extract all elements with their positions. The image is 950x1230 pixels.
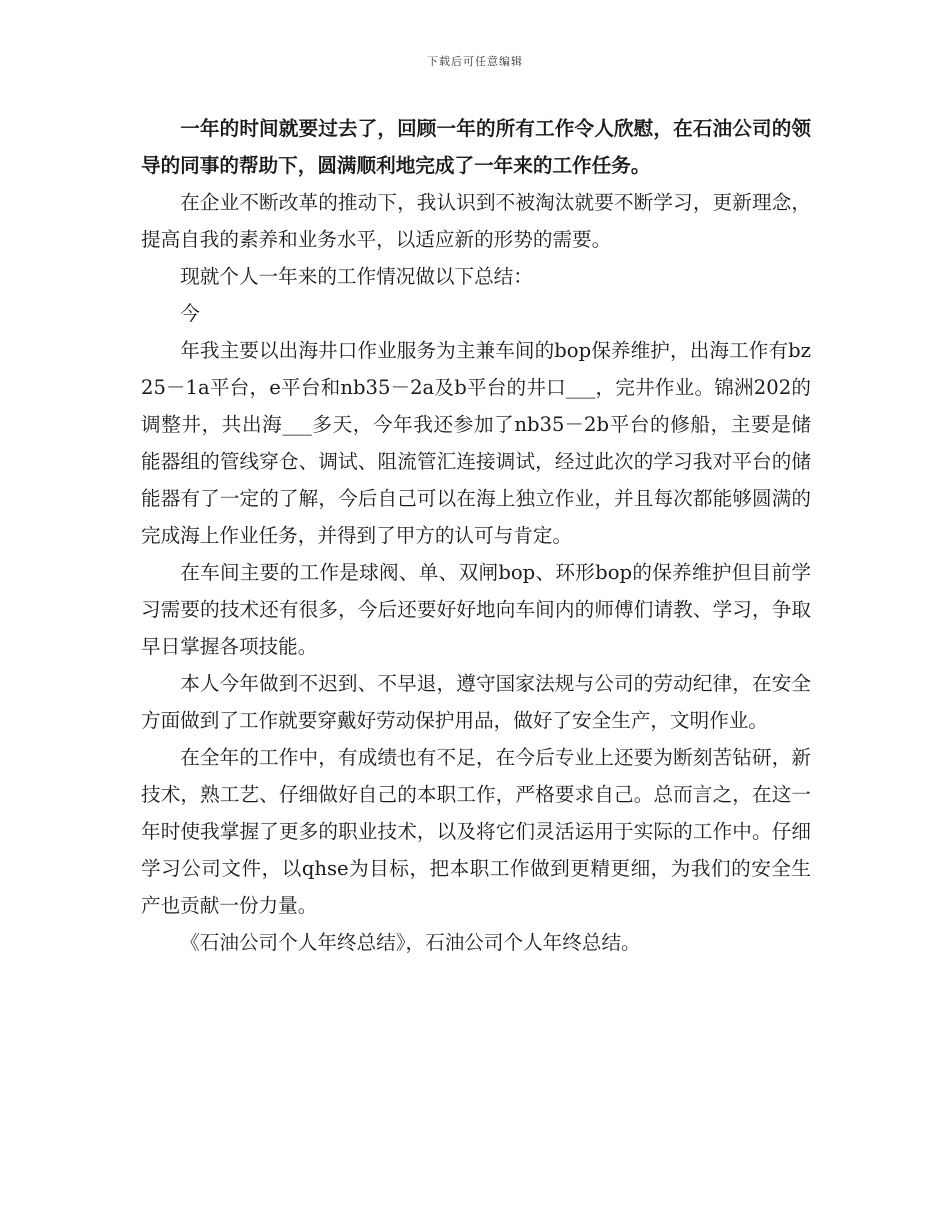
lead-paragraph: 一年的时间就要过去了，回顾一年的所有工作令人欣慰，在石油公司的领导的同事的帮助下，圆满顺利地完成了一年来的工作任务。: [141, 117, 811, 177]
paragraph-fragment: 今: [180, 302, 200, 325]
paragraph-discipline: 本人今年做到不迟到、不早退，遵守国家法规与公司的劳动纪律，在安全方面做到了工作就要穿戴好劳动保护用品，做好了安全生产，文明作业。: [141, 672, 811, 732]
paragraph-conclusion: 在全年的工作中，有成绩也有不足，在今后专业上还要为断刻苦钻研，新技术，熟工艺、仔细做好自己的本职工作，严格要求自己。总而言之，在这一年时使我掌握了更多的职业技术，以及将它们灵活运用于实际的工作中。仔细学习公司文件，以qhse为目标，把本职工作做到更精更细，为我们的安全生产也贡献一份力量。: [141, 746, 811, 917]
paragraph-closing: 《石油公司个人年终总结》，石油公司个人年终总结。: [180, 931, 641, 954]
header-note: 下载后可任意编辑: [427, 55, 523, 68]
paragraph-offshore-work: 年我主要以出海井口作业服务为主兼车间的bop保养维护，出海工作有bz25－1a平台，e平台和nb35－2a及b平台的井口___，完井作业。锦洲202的调整井，共出海___多天，今年我还参加了nb35－2b平台的修船，主要是储能器组的管线穿仓、调试、阻流管汇连接调试，经过此次的学习我对平台的储能器有了一定的了解，今后自己可以在海上独立作业，并且每次都能够圆满的完成海上作业任务，并得到了甲方的认可与肯定。: [141, 339, 811, 547]
document-body: [141, 110, 811, 961]
paragraph-learning: 在企业不断改革的推动下，我认识到不被淘汰就要不断学习，更新理念，提高自我的素养和业务水平，以适应新的形势的需要。: [141, 191, 811, 251]
paragraph-summary-intro: 现就个人一年来的工作情况做以下总结：: [180, 265, 533, 288]
paragraph-workshop-work: 在车间主要的工作是球阀、单、双闸bop、环形bop的保养维护但目前学习需要的技术还有很多，今后还要好好地向车间内的师傅们请教、学习，争取早日掌握各项技能。: [141, 561, 811, 658]
